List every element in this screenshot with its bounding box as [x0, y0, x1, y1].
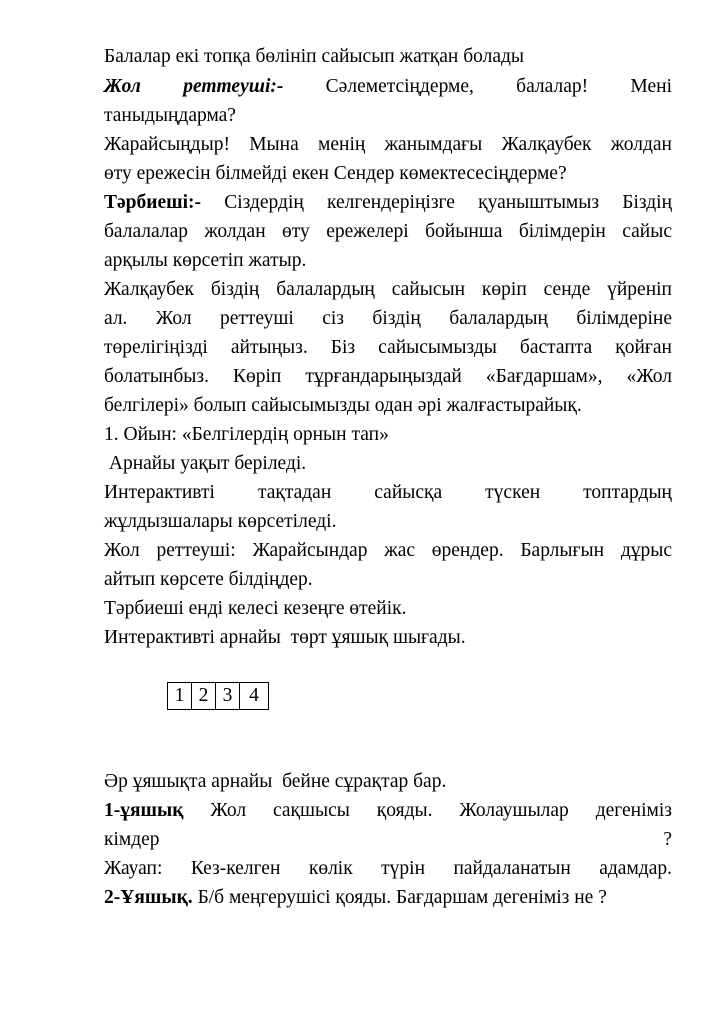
text-line: белгілері» болып сайысымызды одан әрі жалғастырайық. — [104, 395, 582, 416]
text-span: Б/б меңгерушісі қояды. Бағдаршам дегеніміз не ? — [192, 887, 607, 908]
paragraph-traffic-officer-greeting — [104, 72, 672, 101]
paragraph-box-1 — [104, 796, 672, 825]
text-line: Жарайсыңдыр! Мына менің жанымдағы Жалқаубек жолдан — [104, 134, 672, 155]
speaker-label: Тәрбиеші:- — [104, 192, 202, 213]
text-line: айтып көрсете білдіңдер. — [104, 569, 313, 590]
box-cell: 1 — [168, 683, 192, 710]
text-line: Әр ұяшықта арнайы бейне сұрақтар бар. — [104, 771, 447, 792]
text-line: балалалар жолдан өту ережелері бойынша білімдерін сайыс — [104, 221, 672, 242]
text-line: Интерактивті тақтадан сайысқа түскен топтардың — [104, 482, 672, 503]
text-line: таныдыңдарма? — [104, 105, 236, 126]
box-cell: 4 — [240, 683, 269, 710]
text-line: Жалқаубек біздің балалардың сайысын көріп сенде үйреніп — [104, 279, 672, 300]
text-line: өту ережесін білмейді екен Сендер көмектесесіңдерме? — [104, 163, 567, 184]
box-label: 2-Ұяшық. — [104, 887, 193, 908]
speaker-label: Жол реттеуші:- — [104, 76, 284, 97]
text-span: Жол сақшысы қояды. Жолаушылар дегеніміз — [183, 800, 672, 821]
text-line — [104, 825, 672, 854]
box-cell: 3 — [216, 683, 240, 710]
text-line: төрелігіңізді айтыңыз. Біз сайысымызды бастапта қойған — [104, 337, 672, 358]
text-line: арқылы көрсетіп жатыр. — [104, 250, 307, 271]
text-span: Сіздердің келгендеріңізге қуаныштымыз Біздің — [201, 192, 672, 213]
text-line: Балалар екі топқа бөлініп сайысып жатқан болады — [104, 46, 525, 67]
paragraph-box-2 — [104, 883, 672, 912]
paragraph-teacher — [104, 188, 672, 217]
numbered-boxes-table — [167, 682, 269, 710]
text-line: Тәрбиеші енді келесі кезеңге өтейік. — [104, 598, 407, 619]
text-span: Сәлеметсіңдерме, балалар! Мені — [283, 76, 672, 97]
text-line: Арнайы уақыт беріледі. — [104, 453, 307, 474]
text-span: кімдер — [104, 829, 160, 850]
text-line: жұлдызшалары көрсетіледі. — [104, 511, 337, 532]
game-title: 1. Ойын: «Белгілердің орнын тап» — [104, 424, 389, 445]
box-cell: 2 — [192, 683, 216, 710]
text-line: Интерактивті арнайы төрт ұяшық шығады. — [104, 627, 466, 648]
box-label: 1-ұяшық — [104, 800, 184, 821]
question-mark: ? — [663, 829, 672, 850]
text-line: ал. Жол реттеуші сіз біздің балалардың білімдеріне — [104, 308, 672, 329]
text-line: болатынбыз. Көріп тұрғандарыңыздай «Бағдаршам», «Жол — [104, 366, 672, 387]
answer-line: Жауап: Кез-келген көлік түрін пайдаланатын адамдар. — [104, 858, 672, 879]
text-line: Жол реттеуші: Жарайсындар жас өрендер. Барлығын дұрыс — [104, 540, 672, 561]
